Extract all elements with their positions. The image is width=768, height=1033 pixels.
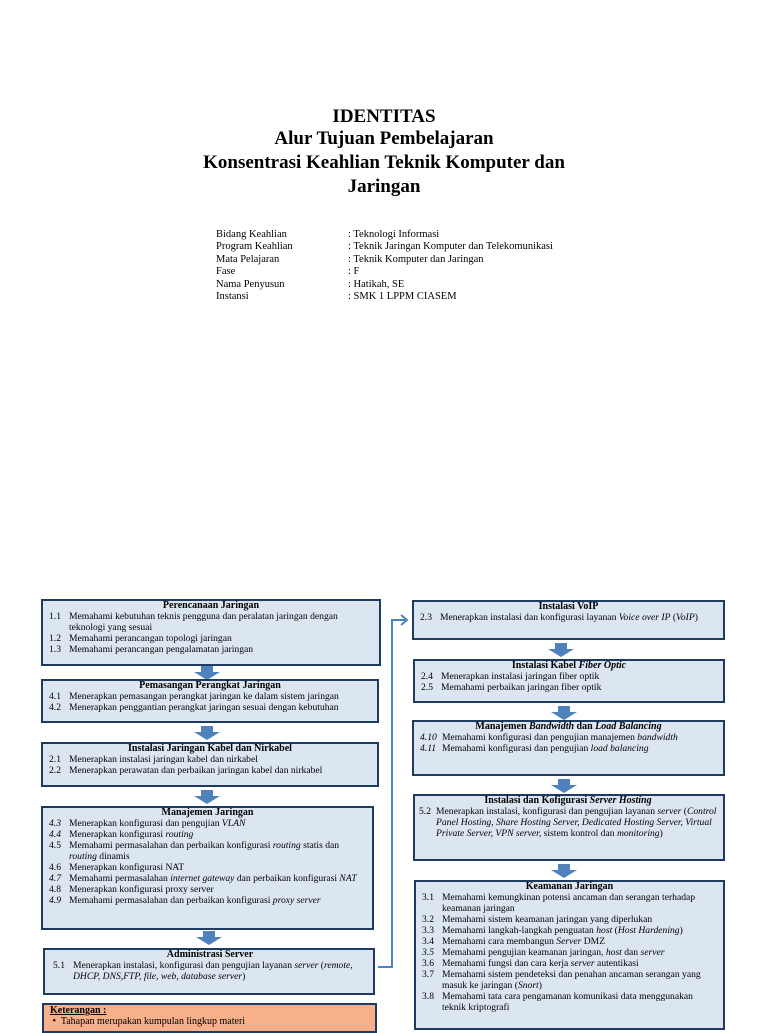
list-item bbox=[422, 914, 717, 925]
down-arrow-icon bbox=[551, 864, 577, 878]
item-number: 4.8 bbox=[49, 884, 61, 895]
item-text: Memahami konfigurasi dan pengujian load balancing bbox=[442, 743, 649, 754]
item-text: Menerapkan instalasi jaringan kabel dan nirkabel bbox=[69, 754, 258, 765]
item-number: 3.8 bbox=[422, 991, 434, 1002]
item-number: 1.1 bbox=[49, 611, 61, 622]
list-item bbox=[49, 895, 366, 906]
list-item bbox=[49, 644, 373, 655]
list-item bbox=[49, 840, 366, 862]
item-text: Menerapkan perawatan dan perbaikan jaringan kabel dan nirkabel bbox=[69, 765, 323, 776]
list-item bbox=[420, 612, 717, 623]
item-text: Memahami langkah-langkah penguatan host (Host Hardening) bbox=[442, 925, 683, 936]
box-title: Keamanan Jaringan bbox=[525, 881, 614, 892]
list-item bbox=[49, 818, 366, 829]
item-number: 1.3 bbox=[49, 644, 61, 655]
identity-row bbox=[216, 279, 553, 291]
identity-row bbox=[216, 254, 553, 266]
item-number: 3.1 bbox=[422, 892, 434, 903]
down-arrow-icon bbox=[194, 726, 220, 740]
down-arrow-icon bbox=[551, 706, 577, 720]
list-item bbox=[421, 671, 717, 682]
identity-label: Mata Pelajaran bbox=[216, 253, 280, 265]
item-text: Menerapkan konfigurasi dan pengujian VLAN bbox=[69, 818, 246, 829]
list-item bbox=[420, 732, 717, 743]
item-text: Memahami permasalahan dan perbaikan konfigurasi routing statis dan routing dinamis bbox=[69, 840, 340, 862]
doc-title: IDENTITAS bbox=[332, 106, 436, 127]
item-number: 3.6 bbox=[422, 958, 434, 969]
item-number: 4.11 bbox=[420, 743, 437, 754]
down-arrow-icon bbox=[194, 666, 220, 680]
item-text: Memahami tata cara pengamanan komunikasi data menggunakan teknik kriptografi bbox=[442, 991, 693, 1013]
item-number: 4.5 bbox=[49, 840, 61, 851]
item-text: Menerapkan konfigurasi NAT bbox=[69, 862, 185, 873]
item-text: Memahami perbaikan jaringan fiber optik bbox=[441, 682, 602, 693]
list-item bbox=[419, 806, 717, 839]
list-item bbox=[422, 969, 717, 991]
list-item bbox=[49, 765, 371, 776]
list-item bbox=[49, 691, 371, 702]
item-text: Memahami konfigurasi dan pengujian manajemen bandwidth bbox=[442, 732, 678, 743]
box-title: Instalasi VoIP bbox=[538, 601, 599, 612]
identity-label: Fase bbox=[216, 266, 236, 278]
note-title: Keterangan : bbox=[50, 1005, 107, 1016]
box-manajemen-jaringan bbox=[41, 806, 374, 930]
list-item bbox=[49, 633, 373, 644]
item-number: 3.7 bbox=[422, 969, 434, 980]
list-item bbox=[420, 743, 717, 754]
down-arrow-icon bbox=[194, 790, 220, 804]
box-title: Pemasangan Perangkat Jaringan bbox=[139, 680, 281, 691]
identity-row bbox=[216, 241, 553, 253]
item-text: Memahami perancangan pengalamatan jaringan bbox=[69, 644, 254, 655]
item-text: Memahami sistem keamanan jaringan yang diperlukan bbox=[442, 914, 653, 925]
item-text: Menerapkan instalasi, konfigurasi dan pengujian layanan server (Control Panel Hosting, Share Hosting Server, Dedicated Hosting Server, Virtual Private Server, VPN server, sistem kontrol dan monitoring) bbox=[436, 806, 717, 839]
doc-subtitle: Alur Tujuan Pembelajaran bbox=[274, 128, 494, 149]
box-title: Instalasi dan Kofigurasi Server Hosting bbox=[484, 795, 652, 806]
identity-label: Bidang Keahlian bbox=[216, 229, 287, 240]
connector-arrow-icon bbox=[376, 612, 412, 972]
box-title: Instalasi Kabel Fiber Optic bbox=[511, 660, 627, 671]
box-bandwidth-load-balancing bbox=[412, 720, 725, 776]
item-number: 2.2 bbox=[49, 765, 61, 776]
box-title: Manajemen Jaringan bbox=[161, 807, 254, 818]
box-title: Instalasi Jaringan Kabel dan Nirkabel bbox=[128, 743, 292, 754]
list-item bbox=[422, 991, 717, 1013]
box-title: Administrasi Server bbox=[166, 949, 254, 960]
identity-label: Instansi bbox=[216, 291, 249, 303]
item-text: Memahami permasalahan internet gateway dan perbaikan konfigurasi NAT bbox=[69, 873, 357, 884]
item-text: Memahami sistem pendeteksi dan penahan ancaman serangan yang masuk ke jaringan (Snort) bbox=[442, 969, 701, 991]
identity-value: : SMK 1 LPPM CIASEM bbox=[348, 291, 457, 303]
item-number: 2.3 bbox=[420, 612, 432, 623]
item-text: Memahami cara membangun Server DMZ bbox=[442, 936, 606, 947]
box-keamanan-jaringan bbox=[414, 880, 725, 1030]
box-perencanaan-jaringan bbox=[41, 599, 381, 666]
list-item bbox=[422, 925, 717, 936]
item-number: 4.4 bbox=[49, 829, 61, 840]
list-item bbox=[49, 611, 373, 633]
item-number: 2.4 bbox=[421, 671, 433, 682]
item-text: Menerapkan penggantian perangkat jaringan sesuai dengan kebutuhan bbox=[69, 702, 339, 713]
item-text: Memahami kebutuhan teknis pengguna dan peralatan jaringan dengan teknologi yang sesuai bbox=[69, 611, 338, 633]
list-item bbox=[53, 960, 367, 982]
identity-value: : Teknik Komputer dan Jaringan bbox=[348, 253, 484, 265]
item-number: 3.2 bbox=[422, 914, 434, 925]
item-number: 4.9 bbox=[49, 895, 61, 906]
item-number: 4.1 bbox=[49, 691, 61, 702]
legend-note bbox=[42, 1003, 377, 1033]
list-item bbox=[49, 829, 366, 840]
down-arrow-icon bbox=[196, 931, 222, 945]
box-instalasi-voip bbox=[412, 600, 725, 640]
item-number: 3.5 bbox=[422, 947, 434, 958]
doc-subtitle-2: Konsentrasi Keahlian Teknik Komputer dan Jaringan bbox=[203, 152, 565, 197]
box-title: Perencanaan Jaringan bbox=[162, 600, 260, 611]
list-item bbox=[422, 947, 717, 958]
identity-value: : Hatikah, SE bbox=[348, 278, 405, 290]
item-number: 4.7 bbox=[49, 873, 61, 884]
list-item bbox=[49, 862, 366, 873]
down-arrow-icon bbox=[548, 643, 574, 657]
identity-value: : Teknik Jaringan Komputer dan Telekomunikasi bbox=[348, 241, 553, 253]
list-item bbox=[49, 884, 366, 895]
item-text: Memahami fungsi dan cara kerja server autentikasi bbox=[442, 958, 639, 969]
item-number: 2.1 bbox=[49, 754, 61, 765]
note-line: • Tahapan merupakan kumpulan lingkup materi bbox=[50, 1016, 246, 1027]
list-item bbox=[422, 936, 717, 947]
item-text: Memahami permasalahan dan perbaikan konfigurasi proxy server bbox=[69, 895, 321, 906]
item-text: Menerapkan instalasi, konfigurasi dan pengujian layanan server (remote, DHCP, DNS,FTP, file, web, database server) bbox=[73, 960, 353, 982]
item-number: 4.2 bbox=[49, 702, 61, 713]
item-text: Memahami pengujian keamanan jaringan, host dan server bbox=[442, 947, 665, 958]
identity-label: Nama Penyusun bbox=[216, 278, 285, 290]
item-number: 4.10 bbox=[420, 732, 437, 743]
item-number: 2.5 bbox=[421, 682, 433, 693]
item-text: Menerapkan pemasangan perangkat jaringan ke dalam sistem jaringan bbox=[69, 691, 339, 702]
list-item bbox=[422, 958, 717, 969]
item-number: 5.1 bbox=[53, 960, 65, 971]
box-instalasi-kabel-nirkabel bbox=[41, 742, 379, 787]
item-number: 4.6 bbox=[49, 862, 61, 873]
item-text: Menerapkan konfigurasi proxy server bbox=[69, 884, 214, 895]
identity-label: Program Keahlian bbox=[216, 241, 293, 253]
list-item bbox=[422, 892, 717, 914]
identity-row bbox=[216, 291, 553, 303]
box-title: Manajemen Bandwidth dan Load Balancing bbox=[475, 721, 662, 732]
item-text: Menerapkan instalasi jaringan fiber optik bbox=[441, 671, 600, 682]
list-item bbox=[421, 682, 717, 693]
list-item bbox=[49, 873, 366, 884]
item-number: 4.3 bbox=[49, 818, 61, 829]
item-number: 3.3 bbox=[422, 925, 434, 936]
identity-row bbox=[216, 229, 553, 241]
identity-table bbox=[216, 229, 553, 303]
identity-value: : Teknologi Informasi bbox=[348, 229, 440, 240]
item-text: Menerapkan konfigurasi routing bbox=[69, 829, 194, 840]
box-kabel-fiber-optic bbox=[413, 659, 725, 703]
item-number: 5.2 bbox=[419, 806, 431, 817]
list-item bbox=[49, 754, 371, 765]
box-pemasangan-perangkat bbox=[41, 679, 379, 723]
item-text: Memahami perancangan topologi jaringan bbox=[69, 633, 232, 644]
item-text: Memahami kemungkinan potensi ancaman dan serangan terhadap keamanan jaringan bbox=[442, 892, 696, 914]
box-administrasi-server bbox=[43, 948, 375, 995]
box-server-hosting bbox=[413, 794, 725, 861]
identity-value: : F bbox=[348, 266, 360, 278]
item-text: Menerapkan instalasi dan konfigurasi layanan Voice over IP (VoIP) bbox=[440, 612, 698, 623]
down-arrow-icon bbox=[551, 779, 577, 793]
list-item bbox=[49, 702, 371, 713]
item-number: 3.4 bbox=[422, 936, 434, 947]
identity-row bbox=[216, 266, 553, 278]
item-number: 1.2 bbox=[49, 633, 61, 644]
